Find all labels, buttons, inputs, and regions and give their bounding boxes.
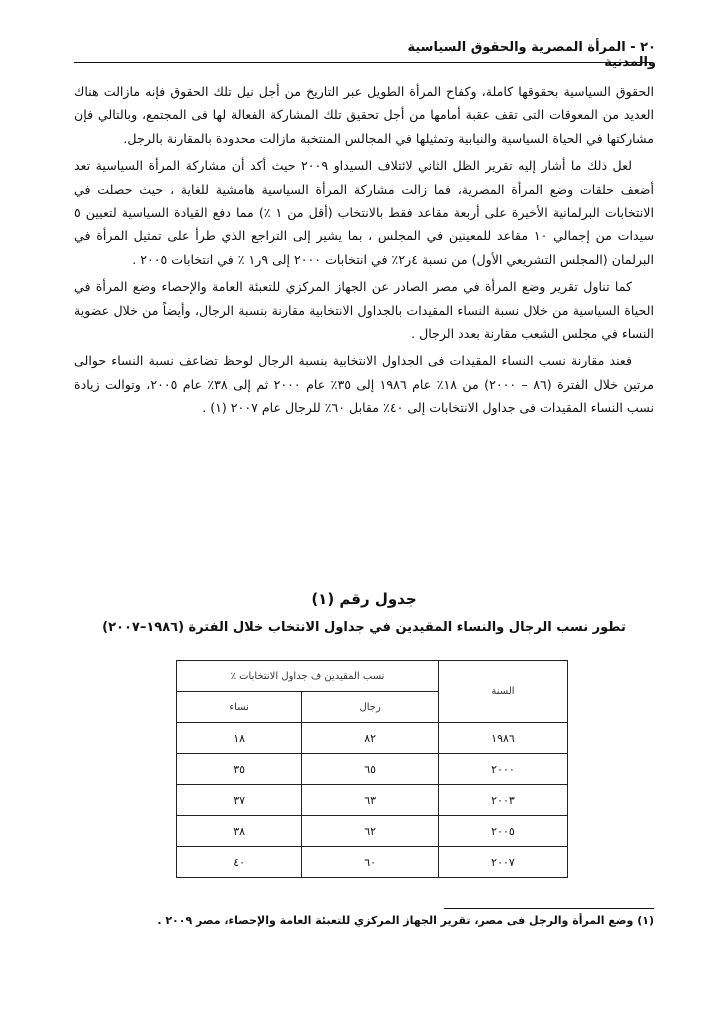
- footnote-divider: [444, 908, 654, 909]
- table-row: [177, 754, 568, 785]
- paragraph-4: فعند مقارنة نسب النساء المقيدات فى الجداول الانتخابية بنسبة الرجال لوحظ تضاعف نسبة النساء حوالى مرتين خلال الفترة (٨٦ – ٢٠٠٠) من ١٨٪ عام ١٩٨٦ إلى ٣٥٪ عام ٢٠٠٠ ثم إلى ٣٨٪ عام ٢٠٠٥، وتوالت زيادة نسب النساء المقيدات فى جداول الانتخابات إلى ٤٠٪ مقابل ٦٠٪ للرجال عام ٢٠٠٧ (١) .: [74, 353, 655, 416]
- table-row: [177, 785, 568, 816]
- cell-men: ٦٣: [302, 785, 439, 816]
- cell-year: ٢٠٠٠: [438, 754, 567, 785]
- cell-women: ١٨: [177, 723, 302, 754]
- table-caption: تطور نسب الرجال والنساء المقيدين في جداول الانتخاب خلال الفترة (١٩٨٦–٢٠٠٧): [102, 620, 626, 635]
- cell-men: ٨٢: [302, 723, 439, 754]
- cell-women: ٣٥: [177, 754, 302, 785]
- header-divider: [74, 62, 652, 63]
- cell-women: ٤٠: [177, 847, 302, 878]
- paragraph-2: لعل ذلك ما أشار إليه تقرير الظل الثاني لائتلاف السيداو ٢٠٠٩ حيث أكد أن مشاركة المرأة السياسية تعد أضعف حلقات وضع المرأة المصرية، فما زالت مشاركة المرأة السياسية هامشية للغاية ، حيث حصلت في الانتخابات البرلمانية الأخيرة على أربعة مقاعد فقط بالانتخاب (أقل من ١ ٪) مما دفع القيادة السياسية لتعيين ٥ سيدات من إجمالي ١٠ مقاعد للمعينين في المجلس ، بما يشير إلى التراجع الذي طرأ على تمثيل المرأة في البرلمان (المجلس التشريعي الأول) من نسبة ٤ر٢٪ في انتخابات ٢٠٠٠ إلى ٩ر١ ٪ في انتخابات ٢٠٠٥ .: [74, 158, 654, 267]
- cell-year: ١٩٨٦: [438, 723, 567, 754]
- header-year: السنة: [438, 661, 567, 723]
- body-text: [74, 80, 654, 424]
- table-title: جدول رقم (١): [311, 590, 417, 608]
- cell-year: ٢٠٠٧: [438, 847, 567, 878]
- page-header: ٢٠ - المرأة المصرية والحقوق السياسية والمدنية: [407, 40, 656, 70]
- header-group: نسب المقيدين ف جداول الانتخابات ٪: [177, 661, 439, 692]
- table-row: [177, 723, 568, 754]
- cell-women: ٣٧: [177, 785, 302, 816]
- footnote: (١) وضع المرأة والرجل فى مصر، تقرير الجهاز المركزي للتعبئة العامة والإحصاء، مصر ٢٠٠٩ .: [157, 914, 654, 927]
- header-men: رجال: [302, 692, 439, 723]
- cell-year: ٢٠٠٥: [438, 816, 567, 847]
- table-row: [177, 816, 568, 847]
- cell-year: ٢٠٠٣: [438, 785, 567, 816]
- cell-men: ٦٠: [302, 847, 439, 878]
- table-row: [177, 847, 568, 878]
- cell-men: ٦٥: [302, 754, 439, 785]
- cell-women: ٣٨: [177, 816, 302, 847]
- cell-men: ٦٢: [302, 816, 439, 847]
- paragraph-1: الحقوق السياسية بحقوقها كاملة، وكفاح المرأة الطويل عبر التاريخ من أجل نيل تلك الحقوق فإنه مازالت هناك العديد من المعوقات التى تقف عقبة أمامها من أجل تحقيق تلك المشاركة الفعالة لها فى المجتمع، وبالتالي فإن مشاركتها في الحياة السياسية والنيابية وتمثيلها في المجالس المنتخبة مازالت محدودة بالمقارنة بالرجل.: [74, 84, 654, 146]
- paragraph-3: كما تناول تقرير وضع المرأة في مصر الصادر عن الجهاز المركزي للتعبئة العامة والإحصاء وضع المرأة في الحياة السياسية من خلال نسبة النساء المقيدات بالجداول الانتخابية مقارنة بنسبة الرجال، وأيضاً من خلال عضوية النساء في مجلس الشعب مقارنة بعدد الرجال .: [74, 279, 654, 342]
- header-women: نساء: [177, 692, 302, 723]
- registration-table: [176, 660, 568, 878]
- table-header-row: [177, 661, 568, 692]
